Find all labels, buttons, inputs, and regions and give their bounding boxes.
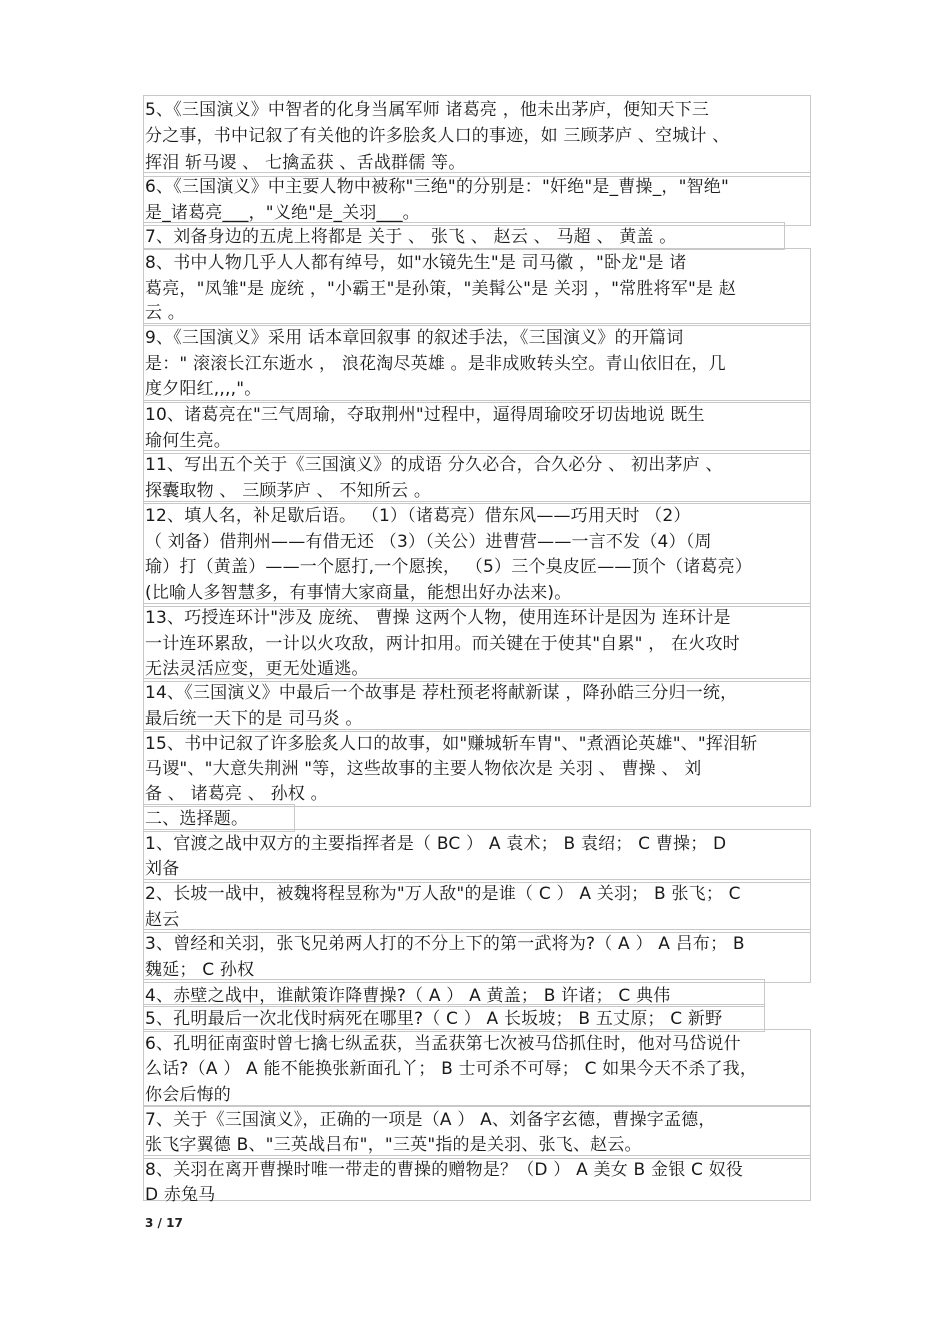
text-line: 无法灵活应变，更无处遁逃。 (145, 659, 369, 679)
text-line: 探囊取物 、 三顾茅庐 、 不知所云 。 (145, 481, 432, 501)
text-line: 8、书中人物几乎人人都有绰号，如"水镜先生"是 司马徽 ，"卧龙"是 诸 (145, 253, 687, 273)
text-line: 魏延； C 孙权 (145, 960, 255, 980)
page-number: 3 / 17 (145, 1216, 183, 1230)
text-line: 是：" 滚滚长江东逝水 ， 浪花淘尽英雄 。是非成败转头空。青山依旧在，几 (145, 354, 726, 374)
text-line: 7、刘备身边的五虎上将都是 关于 、 张飞 、 赵云 、 马超 、 黄盖 。 (145, 227, 677, 247)
text-line: 6、《三国演义》中主要人物中被称"三绝"的分别是："奸绝"是_曹操_，"智绝" (145, 177, 730, 197)
text-line: 备 、 诸葛亮 、 孙权 。 (145, 784, 328, 804)
text-line: 分之事，书中记叙了有关他的许多脍炙人口的事迹，如 三顾茅庐 、空城计 、 (145, 126, 730, 146)
text-line: 4、赤壁之战中，谁献策诈降曹操?（ A ） A 黄盖； B 许诸； C 典伟 (145, 986, 671, 1006)
text-line: 云 。 (145, 303, 186, 323)
text-line: （ 刘备）借荆州——有借无还 （3）（关公）进曹营——一言不发（4）（周 (145, 532, 712, 552)
text-line: 你会后悔的 (145, 1085, 231, 1105)
text-line: 12、填人名，补足歇后语。 （1）（诸葛亮）借东风——巧用天时 （2） (145, 506, 691, 526)
text-line: 14、《三国演义》中最后一个故事是 荐杜预老将献新谋 ，降孙皓三分归一统， (145, 683, 738, 703)
text-line: 瑜）打（黄盖）——一个愿打,一个愿挨， （5）三个臭皮匠——顶个（诸葛亮） (145, 557, 753, 577)
text-line: 么话?（A ） A 能不能换张新面孔丫； B 士可杀不可辱； C 如果今天不杀了我， (145, 1059, 758, 1079)
text-line: 5、《三国演义》中智者的化身当属军师 诸葛亮 ，他未出茅庐，便知天下三 (145, 100, 710, 120)
text-line: 最后统一天下的是 司马炎 。 (145, 709, 363, 729)
text-line: 9、《三国演义》采用 话本章回叙事 的叙述手法，《三国演义》的开篇词 (145, 328, 684, 348)
text-line: 瑜何生亮。 (145, 431, 231, 451)
text-line: 15、书中记叙了许多脍炙人口的故事，如"赚城斩车胄"、"煮酒论英雄"、"挥泪斩 (145, 734, 758, 754)
text-line: 葛亮，"凤雏"是 庞统 ，"小霸王"是孙策，"美髯公"是 关羽 ，"常胜将军"是 赵 (145, 279, 736, 299)
text-line: 马谡"、"大意失荆洲 "等，这些故事的主要人物依次是 关羽 、 曹操 、 刘 (145, 759, 702, 779)
text-line: 10、诸葛亮在"三气周瑜，夺取荆州"过程中，逼得周瑜咬牙切齿地说 既生 (145, 405, 705, 425)
text-line: 一计连环累敌，一计以火攻敌，两计扣用。而关键在于使其"自累" ， 在火攻时 (145, 634, 740, 654)
text-line: 3、曾经和关羽，张飞兄弟两人打的不分上下的第一武将为?（ A ） A 吕布； B (145, 934, 745, 954)
text-line: 11、写出五个关于《三国演义》的成语 分久必合，合久必分 、 初出茅庐 、 (145, 455, 723, 475)
text-line: 13、巧授连环计"涉及 庞统、 曹操 这两个人物，使用连环计是因为 连环计是 (145, 608, 731, 628)
text-line: 二、选择题。 (145, 809, 249, 829)
text-line: 挥泪 斩马谡 、 七擒孟获 、舌战群儒 等。 (145, 153, 466, 173)
text-line: (比喻人多智慧多，有事情大家商量，能想出好办法来)。 (145, 583, 572, 603)
text-line: 5、孔明最后一次北伐时病死在哪里?（ C ） A 长坂坡； B 五丈原； C 新野 (145, 1009, 723, 1029)
text-line: 度夕阳红,,,,"。 (145, 379, 262, 399)
text-line: 6、孔明征南蛮时曾七擒七纵孟获，当孟获第七次被马岱抓住时，他对马岱说什 (145, 1034, 741, 1054)
text-line: 7、关于《三国演义》，正确的一项是（A ） A、刘备字玄德，曹操字孟德， (145, 1110, 716, 1130)
text-line: 1、官渡之战中双方的主要指挥者是（ BC ） A 袁术； B 袁绍； C 曹操； D (145, 834, 727, 854)
text-line: 赵云 (145, 910, 180, 930)
text-line: 8、关羽在离开曹操时唯一带走的曹操的赠物是？（D ） A 美女 B 金银 C 奴役 (145, 1160, 744, 1180)
text-line: 刘备 (145, 859, 180, 879)
text-line: 是_诸葛亮___，"义绝"是_关羽___。 (145, 203, 420, 223)
text-line: 张飞字翼德 B、"三英战吕布"，"三英"指的是关羽、张飞、赵云。 (145, 1135, 642, 1155)
text-line: D 赤兔马 (145, 1185, 216, 1205)
text-line: 2、长坡一战中，被魏将程昱称为"万人敌"的是谁（ C ） A 关羽； B 张飞； C (145, 884, 741, 904)
